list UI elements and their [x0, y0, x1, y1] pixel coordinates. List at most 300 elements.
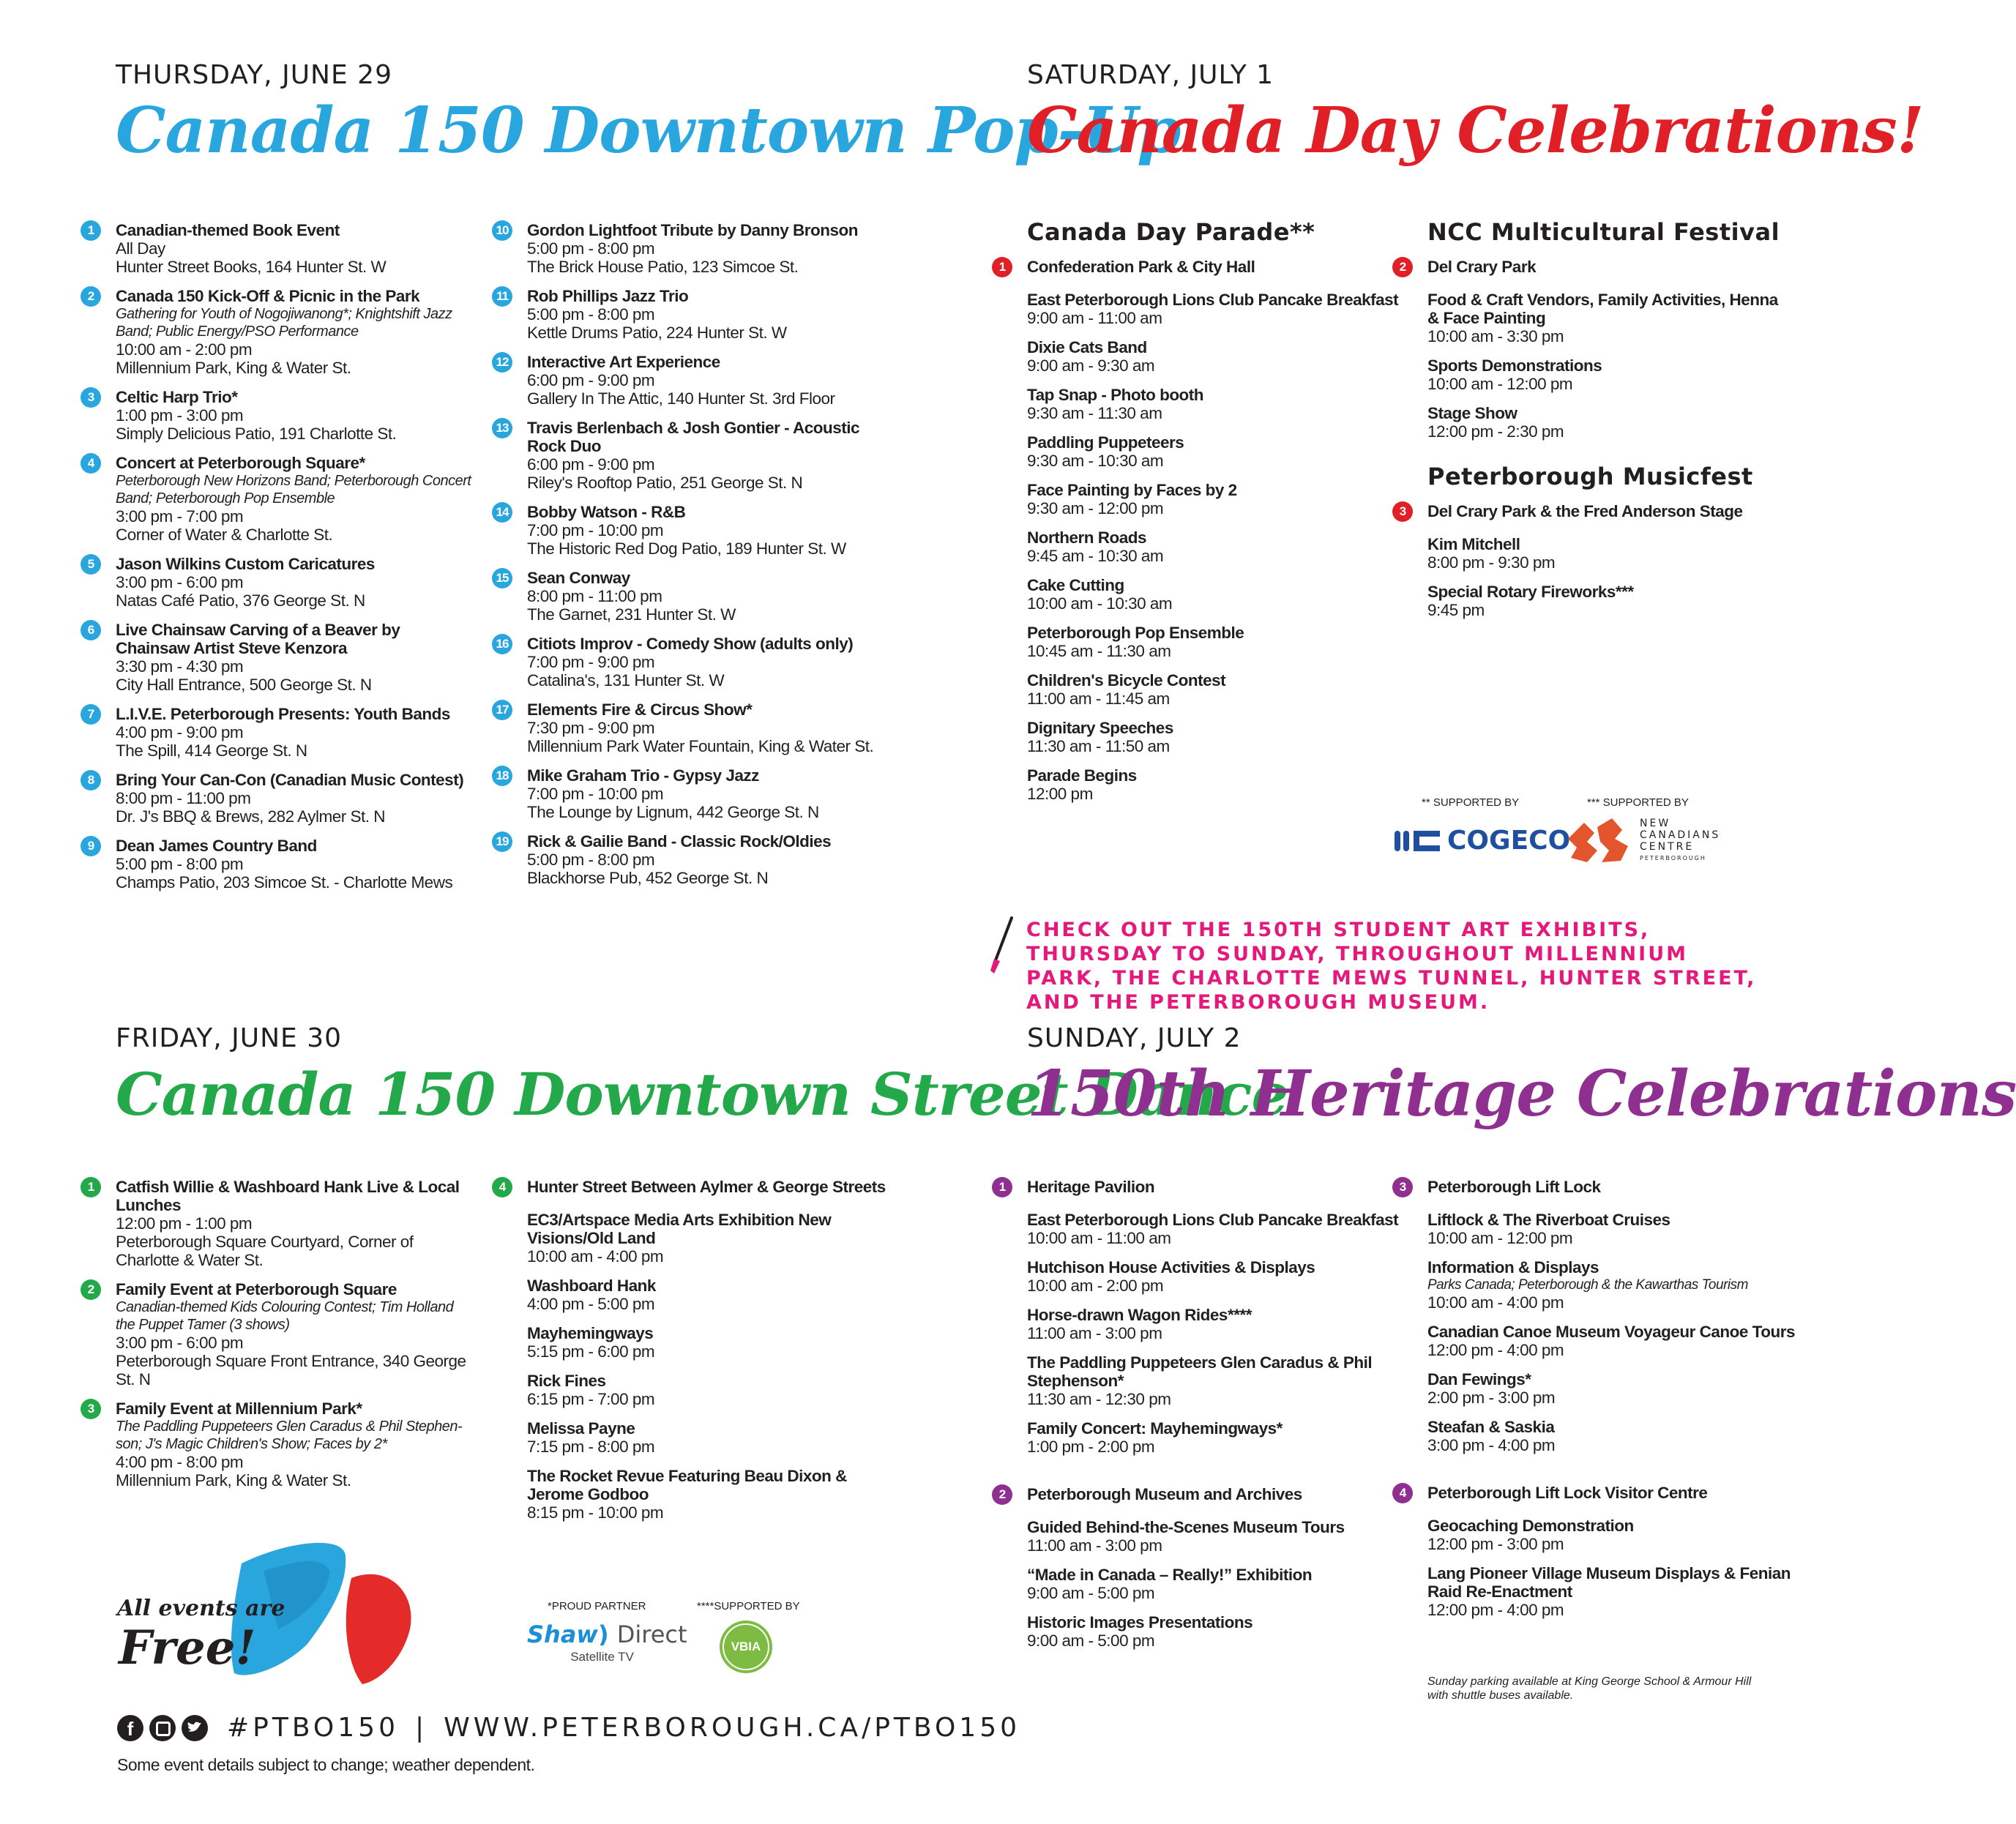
- activity-item: [992, 1518, 1402, 1555]
- thursday-banner: Canada 150 Downtown Pop-Up: [116, 94, 1181, 168]
- activity-title: Paddling Puppeteers: [1027, 433, 1184, 452]
- activity-item: [492, 1277, 902, 1313]
- cogeco-wordmark: COGECO: [1447, 826, 1571, 856]
- marker-number: 10: [492, 220, 512, 241]
- event-item: [492, 832, 902, 887]
- event-location: The Brick House Patio, 123 Simcoe St.: [527, 258, 799, 276]
- vbia-supported-label: ****SUPPORTED BY: [697, 1600, 800, 1612]
- activity-item: [992, 1566, 1402, 1602]
- musicfest-heading: Peterborough Musicfest: [1427, 463, 1753, 490]
- parade-location: 1 Confederation Park & City Hall: [992, 258, 1402, 276]
- activity-time: 10:45 am - 11:30 am: [1027, 642, 1171, 660]
- event-title: Gordon Lightfoot Tribute by Danny Bronson: [527, 221, 858, 239]
- proud-partner-label: *PROUD PARTNER: [548, 1600, 646, 1612]
- marker-number: 2: [81, 286, 101, 307]
- venue-location: [1392, 1178, 1802, 1196]
- activity-title: Peterborough Pop Ensemble: [1027, 624, 1244, 642]
- ncc-logo: [1565, 817, 1720, 865]
- event-title: Sean Conway: [527, 569, 630, 587]
- activity-time: 10:00 am - 4:00 pm: [1427, 1293, 1564, 1312]
- activity-item: [992, 1306, 1402, 1342]
- musicfest-items: [1392, 535, 1788, 619]
- event-title: Mike Graham Trio - Gypsy Jazz: [527, 766, 759, 785]
- event-time: 3:00 pm - 7:00 pm: [116, 507, 244, 526]
- event-title: Family Event at Peterborough Square: [116, 1280, 397, 1298]
- event-time: 4:00 pm - 9:00 pm: [116, 723, 244, 741]
- event-item: [492, 700, 902, 755]
- venue-name: Heritage Pavilion: [1027, 1178, 1155, 1196]
- activity-item: [992, 766, 1402, 803]
- marker-number: 12: [492, 352, 512, 373]
- event-time: 8:00 pm - 11:00 pm: [116, 789, 251, 807]
- activity-title: “Made in Canada – Really!” Exhibition: [1027, 1566, 1313, 1584]
- event-item: [81, 221, 476, 276]
- event-item: [81, 771, 476, 826]
- activity-time: 11:30 am - 12:30 pm: [1027, 1390, 1171, 1408]
- activity-title: Tap Snap - Photo booth: [1027, 386, 1204, 404]
- activity-item: [1392, 1323, 1802, 1359]
- twitter-icon[interactable]: [182, 1715, 208, 1741]
- hashtag: #PTBO150: [227, 1713, 399, 1743]
- event-location: Millennium Park, King & Water St.: [116, 359, 351, 377]
- activity-title: The Rocket Revue Featuring Beau Dixon & Jerome Godboo: [527, 1467, 847, 1503]
- activity-title: Information & Displays: [1427, 1258, 1599, 1277]
- activity-title: East Peterborough Lions Club Pancake Breakfast: [1027, 291, 1399, 309]
- marker-number: 9: [81, 836, 101, 856]
- event-location: The Spill, 414 George St. N: [116, 741, 307, 760]
- venue-block: [1392, 1178, 1802, 1454]
- activity-time: 10:00 am - 11:00 am: [1027, 1229, 1171, 1247]
- event-time: 12:00 pm - 1:00 pm: [116, 1214, 253, 1233]
- event-title: Family Event at Millennium Park*: [116, 1399, 362, 1418]
- activity-item: [992, 624, 1402, 660]
- activity-item: [1392, 1370, 1802, 1407]
- marker-number: 15: [492, 568, 512, 588]
- activity-time: 4:00 pm - 5:00 pm: [527, 1295, 655, 1313]
- marker-number: 4: [1392, 1483, 1413, 1503]
- event-performers: Peterborough New Horizons Band; Peterborough Concert Band; Peterborough Pop Ensemble: [116, 473, 471, 507]
- activity-title: Rick Fines: [527, 1372, 606, 1390]
- event-item: [81, 1178, 476, 1269]
- event-item: [492, 419, 902, 492]
- activity-time: 3:00 pm - 4:00 pm: [1427, 1436, 1556, 1454]
- activity-title: Geocaching Demonstration: [1427, 1517, 1634, 1535]
- friday-events-left: [81, 1178, 476, 1500]
- activity-item: [992, 1419, 1402, 1456]
- activity-title: Canadian Canoe Museum Voyageur Canoe Tours: [1427, 1323, 1796, 1341]
- activity-time: 11:00 am - 3:00 pm: [1027, 1324, 1162, 1342]
- activity-item: [1392, 583, 1788, 619]
- activity-title: Guided Behind-the-Scenes Museum Tours: [1027, 1518, 1345, 1536]
- venue-location: [992, 1178, 1402, 1196]
- activity-title: Historic Images Presentations: [1027, 1613, 1253, 1631]
- event-item: [81, 388, 476, 443]
- activity-title: Sports Demonstrations: [1427, 356, 1602, 375]
- activity-item: [1392, 535, 1788, 572]
- event-time: 6:00 pm - 9:00 pm: [527, 371, 655, 389]
- event-location: Corner of Water & Charlotte St.: [116, 526, 333, 544]
- event-performers: Gathering for Youth of Nogojiwanong*; Knightshift Jazz Band; Public Energy/PSO Performance: [116, 306, 452, 340]
- event-location: Champs Patio, 203 Simcoe St. - Charlotte Mews: [116, 873, 453, 892]
- musicfest-location: 3 Del Crary Park & the Fred Anderson Stage: [1392, 502, 1788, 520]
- event-location: Natas Café Patio, 376 George St. N: [116, 591, 365, 610]
- vbia-logo: [720, 1621, 772, 1673]
- marker-number: 11: [492, 286, 512, 307]
- ncc-wordmark-sub: PETERBOROUGH: [1640, 855, 1706, 861]
- activity-item: [992, 576, 1402, 613]
- event-title: Bring Your Can-Con (Canadian Music Contest): [116, 771, 464, 789]
- event-time: 3:00 pm - 6:00 pm: [116, 1334, 244, 1352]
- event-title: Travis Berlenbach & Josh Gontier - Acoustic Rock Duo: [527, 419, 860, 455]
- venue-name: Peterborough Lift Lock: [1427, 1178, 1601, 1196]
- activity-time: 11:00 am - 3:00 pm: [1027, 1536, 1162, 1555]
- activity-title: EC3/Artspace Media Arts Exhibition New Visions/Old Land: [527, 1211, 832, 1247]
- activity-time: 9:30 am - 10:30 am: [1027, 452, 1164, 470]
- event-location: Peterborough Square Courtyard, Corner of Charlotte & Water St.: [116, 1233, 414, 1269]
- marker-number: 4: [81, 453, 101, 474]
- event-title: Canadian-themed Book Event: [116, 221, 340, 239]
- activity-time: 8:00 pm - 9:30 pm: [1427, 553, 1556, 572]
- saturday-banner: Canada Day Celebrations!: [1027, 94, 1924, 168]
- marker-number: 1: [81, 220, 101, 241]
- activity-item: [1392, 356, 1788, 393]
- venue-location: [1392, 1484, 1802, 1502]
- all-events-free-line2: Free!: [119, 1621, 256, 1675]
- activity-time: 12:00 pm - 4:00 pm: [1427, 1601, 1564, 1619]
- parade-heading: Canada Day Parade**: [1027, 218, 1315, 246]
- student-art-note: CHECK OUT THE 150TH STUDENT ART EXHIBITS, THURSDAY TO SUNDAY, THROUGHOUT MILLENNIUM PARK, THE CHARLOTTE MEWS TUNNEL, HUNTER STREET, AND THE PETERBOROUGH MUSEUM.: [1026, 919, 1757, 1014]
- event-location: Gallery In The Attic, 140 Hunter St. 3rd Floor: [527, 389, 835, 408]
- activity-time: 8:15 pm - 10:00 pm: [527, 1503, 664, 1522]
- vbia-wordmark: VBIA: [731, 1640, 761, 1653]
- event-location: Kettle Drums Patio, 224 Hunter St. W: [527, 324, 787, 342]
- activity-time: 10:00 am - 3:30 pm: [1427, 327, 1564, 345]
- marker-number: 2: [992, 1484, 1012, 1505]
- footer-disclaimer: Some event details subject to change; weather dependent.: [117, 1755, 535, 1774]
- event-time: All Day: [116, 239, 165, 258]
- activity-time: 9:45 am - 10:30 am: [1027, 547, 1164, 565]
- footer-social-row: [117, 1713, 1020, 1743]
- ncc-heading: NCC Multicultural Festival: [1427, 218, 1780, 246]
- parade-items: [992, 291, 1402, 803]
- venue-items: [1392, 1517, 1802, 1619]
- sunday-section: [1027, 1023, 2016, 1131]
- activity-time: 12:00 pm - 2:30 pm: [1427, 422, 1564, 441]
- activity-time: 10:00 am - 12:00 pm: [1427, 1229, 1573, 1247]
- activity-title: Stage Show: [1427, 404, 1517, 422]
- footer-separator: |: [414, 1713, 428, 1743]
- marker-number: 3: [1392, 1177, 1413, 1197]
- canada-day-parade: [992, 218, 1402, 814]
- marker-number: 3: [81, 1399, 101, 1419]
- shaw-sub: Satellite TV: [570, 1650, 634, 1664]
- shaw-arc-icon: ): [597, 1621, 609, 1648]
- event-item: [81, 1280, 476, 1388]
- event-time: 7:00 pm - 10:00 pm: [527, 521, 664, 539]
- sunday-right-venues: [1392, 1178, 1802, 1648]
- event-title: Celtic Harp Trio*: [116, 388, 238, 406]
- activity-item: [992, 433, 1402, 470]
- event-item: [492, 635, 902, 689]
- event-title: Dean James Country Band: [116, 837, 317, 855]
- hunter-street-location: 4 Hunter Street Between Aylmer & George Streets: [492, 1178, 902, 1196]
- activity-time: 1:00 pm - 2:00 pm: [1027, 1438, 1155, 1456]
- activity-time: 5:15 pm - 6:00 pm: [527, 1342, 655, 1361]
- marker-number: 7: [81, 704, 101, 725]
- sunday-day-heading: SUNDAY, JULY 2: [1027, 1023, 1242, 1053]
- activity-title: Dixie Cats Band: [1027, 338, 1147, 356]
- activity-title: Hutchison House Activities & Displays: [1027, 1258, 1315, 1277]
- event-time: 7:00 pm - 10:00 pm: [527, 785, 664, 803]
- event-location: Millennium Park Water Fountain, King & Water St.: [527, 737, 874, 755]
- event-location: The Garnet, 231 Hunter St. W: [527, 605, 736, 624]
- event-title: Rick & Gailie Band - Classic Rock/Oldies: [527, 832, 832, 851]
- event-time: 5:00 pm - 8:00 pm: [527, 851, 655, 869]
- event-time: 10:00 am - 2:00 pm: [116, 340, 253, 359]
- event-time: 4:00 pm - 8:00 pm: [116, 1453, 244, 1471]
- event-item: [81, 454, 476, 544]
- activity-time: 11:30 am - 11:50 am: [1027, 737, 1170, 755]
- activity-item: [992, 1211, 1402, 1247]
- venue-items: [1392, 1211, 1802, 1454]
- activity-title: Washboard Hank: [527, 1277, 656, 1295]
- venue-name: Peterborough Museum and Archives: [1027, 1485, 1302, 1503]
- activity-item: [992, 528, 1402, 565]
- event-item: [492, 287, 902, 342]
- saturday-section: [1027, 60, 1924, 168]
- friday-hunter-street: [492, 1178, 902, 1533]
- activity-item: [1392, 1258, 1802, 1312]
- ncc-festival: [1392, 218, 1788, 630]
- marker-number: 3: [1392, 501, 1413, 522]
- event-location: Blackhorse Pub, 452 George St. N: [527, 869, 769, 887]
- paintbrush-icon: [987, 915, 1016, 978]
- activity-title: Liftlock & The Riverboat Cruises: [1427, 1211, 1670, 1229]
- event-time: 8:00 pm - 11:00 pm: [527, 587, 662, 605]
- activity-title: Horse-drawn Wagon Rides****: [1027, 1306, 1252, 1324]
- marker-number: 5: [81, 554, 101, 575]
- activity-item: [1392, 1517, 1802, 1553]
- event-location: Catalina's, 131 Hunter St. W: [527, 671, 725, 689]
- event-item: [81, 1399, 476, 1490]
- activity-item: [492, 1372, 902, 1408]
- marker-number: 16: [492, 634, 512, 654]
- marker-number: 14: [492, 502, 512, 523]
- activity-title: Parade Begins: [1027, 766, 1137, 785]
- sunday-parking-note: Sunday parking available at King George School & Armour Hill with shuttle buses available.: [1427, 1675, 1752, 1702]
- marker-number: 1: [992, 1177, 1012, 1197]
- event-title: Rob Phillips Jazz Trio: [527, 287, 689, 305]
- event-title: Catfish Willie & Washboard Hank Live & Local Lunches: [116, 1178, 460, 1214]
- shaw-direct-logo: [527, 1621, 687, 1664]
- event-title: Concert at Peterborough Square*: [116, 454, 365, 472]
- event-item: [81, 837, 476, 892]
- activity-item: [992, 481, 1402, 517]
- activity-title: Dignitary Speeches: [1027, 719, 1173, 737]
- venue-location: [992, 1485, 1402, 1503]
- activity-title: Food & Craft Vendors, Family Activities, Henna & Face Painting: [1427, 291, 1778, 327]
- ncc-location: 2 Del Crary Park: [1392, 258, 1788, 276]
- website-link[interactable]: WWW.PETERBOROUGH.CA/PTBO150: [444, 1713, 1021, 1743]
- activity-item: [492, 1467, 902, 1522]
- activity-item: [992, 1613, 1402, 1650]
- activity-time: 9:00 am - 9:30 am: [1027, 356, 1155, 375]
- marker-number: 2: [1392, 257, 1413, 277]
- event-location: The Historic Red Dog Patio, 189 Hunter St. W: [527, 539, 846, 558]
- cogeco-logo: [1395, 826, 1570, 856]
- event-location: City Hall Entrance, 500 George St. N: [116, 676, 372, 694]
- sunday-banner: 150th Heritage Celebrations: [1027, 1057, 2016, 1131]
- activity-title: Special Rotary Fireworks***: [1427, 583, 1634, 601]
- friday-banner: Canada 150 Downtown Street Dance: [116, 1060, 1288, 1129]
- activity-item: [492, 1211, 902, 1266]
- activity-item: [492, 1324, 902, 1361]
- activity-title: Melissa Payne: [527, 1419, 635, 1438]
- marker-number: 1: [992, 257, 1012, 277]
- marker-number: 17: [492, 700, 512, 720]
- event-location: Millennium Park, King & Water St.: [116, 1471, 351, 1490]
- event-location: Peterborough Square Front Entrance, 340 George St. N: [116, 1352, 466, 1388]
- activity-item: [492, 1419, 902, 1456]
- ncc-items: [1392, 291, 1788, 441]
- activity-item: [992, 291, 1402, 327]
- activity-title: Kim Mitchell: [1427, 535, 1520, 553]
- activity-time: 10:00 am - 4:00 pm: [527, 1247, 664, 1266]
- activity-time: 9:30 am - 11:30 am: [1027, 404, 1162, 422]
- venue-items: [992, 1211, 1402, 1456]
- marker-number: 18: [492, 766, 512, 786]
- event-item: [492, 569, 902, 624]
- event-time: 3:30 pm - 4:30 pm: [116, 657, 244, 676]
- activity-item: [992, 671, 1402, 708]
- activity-time: 11:00 am - 11:45 am: [1027, 689, 1170, 708]
- activity-time: 9:00 am - 11:00 am: [1027, 309, 1162, 327]
- event-title: Canada 150 Kick-Off & Picnic in the Park: [116, 287, 420, 305]
- event-title: Interactive Art Experience: [527, 353, 720, 371]
- activity-item: [1392, 291, 1788, 345]
- thursday-events-right: [492, 221, 902, 898]
- marker-number: 13: [492, 418, 512, 438]
- event-title: Elements Fire & Circus Show*: [527, 700, 753, 719]
- activity-time: 10:00 am - 10:30 am: [1027, 594, 1173, 613]
- event-time: 7:00 pm - 9:00 pm: [527, 653, 655, 671]
- event-item: [492, 766, 902, 821]
- sponsor-label-ncc: *** SUPPORTED BY: [1587, 796, 1689, 809]
- activity-time: 2:00 pm - 3:00 pm: [1427, 1388, 1556, 1407]
- event-location: Riley's Rooftop Patio, 251 George St. N: [527, 474, 803, 492]
- activity-item: [1392, 1211, 1802, 1247]
- event-performers: Canadian-themed Kids Colouring Contest; Tim Holland the Puppet Tamer (3 shows): [116, 1299, 454, 1333]
- activity-title: Cake Cutting: [1027, 576, 1124, 594]
- event-time: 6:00 pm - 9:00 pm: [527, 455, 655, 474]
- activity-title: Mayhemingways: [527, 1324, 654, 1342]
- activity-title: Children's Bicycle Contest: [1027, 671, 1226, 689]
- activity-time: 9:45 pm: [1427, 601, 1485, 619]
- event-title: Bobby Watson - R&B: [527, 503, 686, 521]
- activity-item: [1392, 1564, 1802, 1619]
- activity-title: Northern Roads: [1027, 528, 1147, 547]
- activity-time: 9:00 am - 5:00 pm: [1027, 1584, 1155, 1602]
- all-events-free-line1: All events are: [117, 1596, 285, 1621]
- venue-items: [992, 1518, 1402, 1650]
- event-item: [492, 221, 902, 276]
- event-item: [492, 353, 902, 408]
- marker-number: 1: [81, 1177, 101, 1197]
- activity-time: 9:00 am - 5:00 pm: [1027, 1631, 1155, 1650]
- venue-block: [992, 1178, 1402, 1456]
- marker-number: 4: [492, 1177, 512, 1197]
- activity-time: 6:15 pm - 7:00 pm: [527, 1390, 655, 1408]
- marker-number: 6: [81, 620, 101, 640]
- event-location: Hunter Street Books, 164 Hunter St. W: [116, 258, 387, 276]
- activity-item: [992, 1353, 1402, 1408]
- venue-block: [992, 1485, 1402, 1650]
- event-title: Jason Wilkins Custom Caricatures: [116, 555, 375, 573]
- activity-title: Dan Fewings*: [1427, 1370, 1531, 1388]
- activity-time: 10:00 am - 12:00 pm: [1427, 375, 1573, 393]
- activity-item: [992, 386, 1402, 422]
- activity-time: 12:00 pm - 3:00 pm: [1427, 1535, 1564, 1553]
- sunday-left-venues: [992, 1178, 1402, 1679]
- activity-time: 12:00 pm - 4:00 pm: [1427, 1341, 1564, 1359]
- event-time: 5:00 pm - 8:00 pm: [527, 305, 655, 324]
- event-item: [492, 503, 902, 558]
- event-time: 5:00 pm - 8:00 pm: [527, 239, 655, 258]
- event-location: Dr. J's BBQ & Brews, 282 Aylmer St. N: [116, 807, 385, 826]
- activity-item: [992, 1258, 1402, 1295]
- marker-number: 8: [81, 770, 101, 790]
- event-title: L.I.V.E. Peterborough Presents: Youth Bands: [116, 705, 450, 723]
- direct-wordmark: Direct: [616, 1621, 687, 1648]
- instagram-icon[interactable]: [149, 1715, 176, 1741]
- friday-day-heading: FRIDAY, JUNE 30: [116, 1023, 343, 1053]
- cogeco-mark-icon: [1395, 826, 1441, 856]
- event-title: Live Chainsaw Carving of a Beaver by Chainsaw Artist Steve Kenzora: [116, 621, 400, 657]
- thursday-day-heading: THURSDAY, JUNE 29: [116, 60, 392, 90]
- activity-item: [1392, 404, 1788, 441]
- event-time: 7:30 pm - 9:00 pm: [527, 719, 655, 737]
- activity-title: Family Concert: Mayhemingways*: [1027, 1419, 1283, 1438]
- event-time: 1:00 pm - 3:00 pm: [116, 406, 244, 425]
- activity-item: [992, 719, 1402, 755]
- new-canadians-centre-mark-icon: [1565, 817, 1634, 865]
- marker-number: 19: [492, 831, 512, 852]
- event-location: Simply Delicious Patio, 191 Charlotte St.: [116, 425, 397, 443]
- marker-number: 3: [81, 387, 101, 408]
- event-item: [81, 555, 476, 610]
- venue-block: [1392, 1484, 1802, 1619]
- activity-time: 9:30 am - 12:00 pm: [1027, 499, 1164, 517]
- event-item: [81, 705, 476, 760]
- activity-time: 7:15 pm - 8:00 pm: [527, 1438, 655, 1456]
- hunter-street-items: [492, 1211, 902, 1522]
- facebook-icon[interactable]: f: [117, 1715, 143, 1741]
- activity-detail: Parks Canada; Peterborough & the Kawarthas Tourism: [1427, 1277, 1748, 1293]
- activity-title: Steafan & Saskia: [1427, 1418, 1555, 1436]
- activity-title: Face Painting by Faces by 2: [1027, 481, 1237, 499]
- activity-title: East Peterborough Lions Club Pancake Breakfast: [1027, 1211, 1399, 1229]
- activity-time: 10:00 am - 2:00 pm: [1027, 1277, 1164, 1295]
- marker-number: 2: [81, 1279, 101, 1300]
- thursday-events-left: [81, 221, 476, 902]
- activity-item: [1392, 1418, 1802, 1454]
- activity-title: The Paddling Puppeteers Glen Caradus & Phil Stephenson*: [1027, 1353, 1373, 1390]
- event-time: 5:00 pm - 8:00 pm: [116, 855, 244, 873]
- event-item: [81, 621, 476, 694]
- event-location: The Lounge by Lignum, 442 George St. N: [527, 803, 819, 821]
- activity-title: Lang Pioneer Village Museum Displays & Fenian Raid Re-Enactment: [1427, 1564, 1791, 1601]
- activity-time: 12:00 pm: [1027, 785, 1093, 803]
